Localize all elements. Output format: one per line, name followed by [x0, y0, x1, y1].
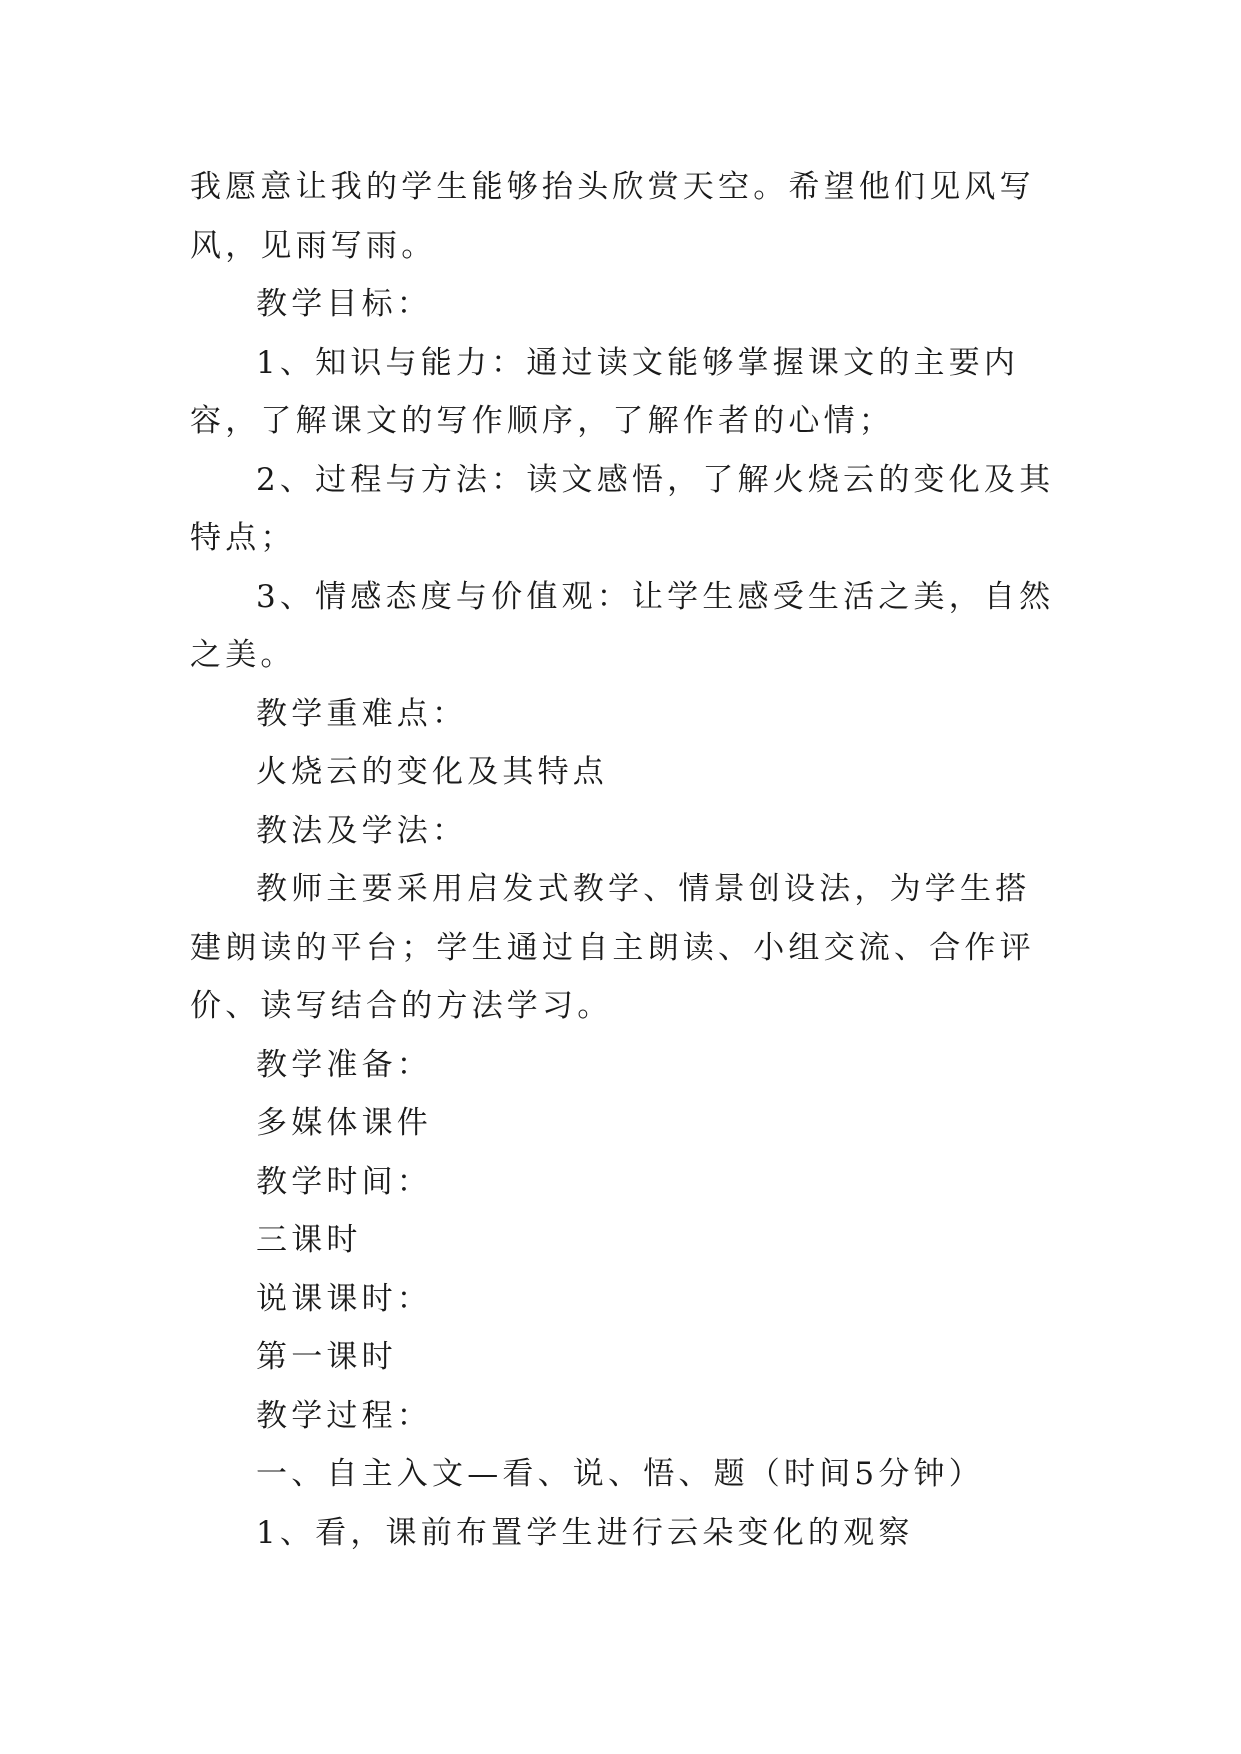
section-heading-teaching-goals: 教学目标： — [256, 286, 432, 322]
list-item: 1、知识与能力：通过读文能够掌握课文的主要内容，了解课文的写作顺序，了解作者的心情； — [190, 344, 1020, 439]
paragraph: 我愿意让我的学生能够抬头欣赏天空。希望他们见风写风，见雨写雨。 — [190, 169, 1035, 264]
subsection-heading: 一、自主入文—看、说、悟、题（时间5分钟） — [256, 1456, 984, 1492]
section-heading-methods: 教法及学法： — [256, 812, 468, 849]
paragraph: 三课时 — [256, 1222, 362, 1258]
list-item: 2、过程与方法：读文感悟，了解火烧云的变化及其特点； — [190, 461, 1055, 556]
section-heading-teaching-time: 教学时间： — [256, 1163, 432, 1200]
section-heading-lesson-period: 说课课时： — [256, 1280, 432, 1317]
section-heading-teaching-process: 教学过程： — [256, 1397, 432, 1434]
list-item: 3、情感态度与价值观：让学生感受生活之美，自然之美。 — [190, 578, 1055, 673]
paragraph: 第一课时 — [256, 1339, 397, 1375]
paragraph: 多媒体课件 — [256, 1105, 432, 1141]
paragraph: 火烧云的变化及其特点 — [256, 754, 608, 790]
list-item: 1、看，课前布置学生进行云朵变化的观察 — [256, 1514, 914, 1551]
section-heading-key-points: 教学重难点： — [256, 695, 468, 732]
document-body — [190, 158, 1060, 1562]
section-heading-preparation: 教学准备： — [256, 1046, 432, 1083]
paragraph: 教师主要采用启发式教学、情景创设法，为学生搭建朗读的平台；学生通过自主朗读、小组交流、合作评价、读写结合的方法学习。 — [190, 871, 1035, 1024]
